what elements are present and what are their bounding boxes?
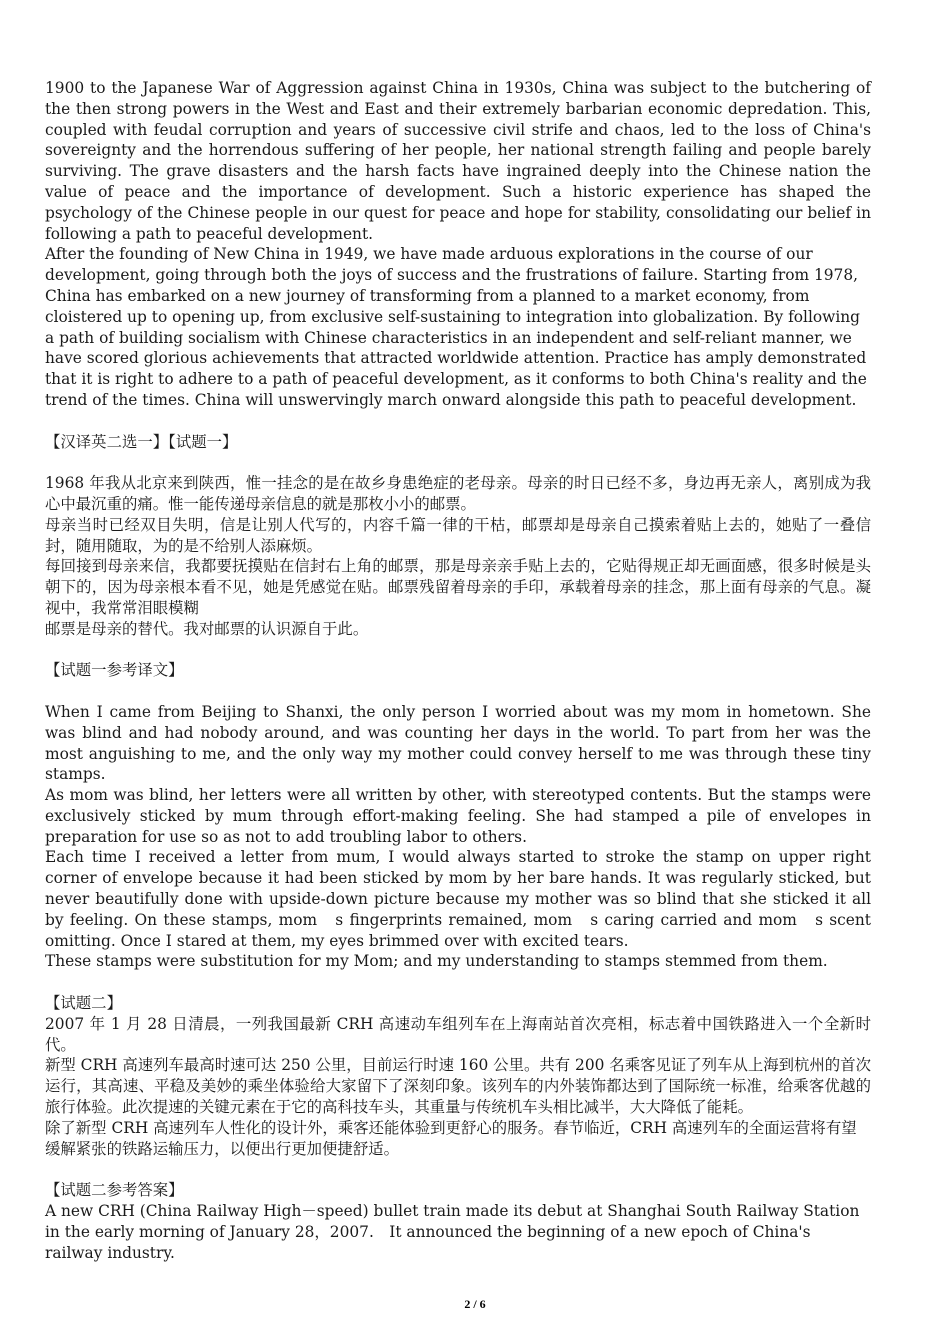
translation-paragraph: When I came from Beijing to Shanxi, the only person I worried about was my mom in hometown. She was blind and had nobody around, and was counting her days in the world. To part from her was the most anguishing to me, and the only way my mother could convey herself to me was through these tiny stamps.: [45, 702, 871, 784]
essay-paragraph: 1900 to the Japanese War of Aggression against China in 1930s, China was subject to the butchering of the then strong powers in the West and East and their extremely barbarian economic depredation. This, coupled with feudal corruption and years of successive civil strife and chaos, led to the loss of China's sovereignty and the horrendous suffering of her people, her national strength failing and people barely surviving. The grave disasters and the harsh facts have ingrained deeply into the Chinese nation the value of peace and the importance of development. Such a historic experience has shaped the psychology of the Chinese people in our quest for peace and hope for stability, consolidating our belief in following a path to peaceful development.: [45, 79, 871, 243]
document-page: [45, 78, 871, 1263]
chinese-paragraph: 新型 CRH 高速列车最高时速可达 250 公里，目前运行时速 160 公里。共有 200 名乘客见证了列车从上海到杭州的首次运行，其高速、平稳及美妙的乘坐体验给大家留下了深刻印象。该列车的内外装饰都达到了国际统一标准，给乘客优越的旅行体验。此次提速的关键元素在于它的高科技车头，其重量与传统机车头相比减半，大大降低了能耗。: [45, 1056, 871, 1117]
answer-one-heading: 【试题一参考译文】: [45, 661, 184, 680]
chinese-paragraph: 邮票是母亲的替代。我对邮票的认识源自于此。: [45, 619, 369, 638]
essay-paragraph: After the founding of New China in 1949, we have made arduous explorations in the course of our development, going through both the joys of success and the frustrations of failure. Starting from 1978, China has embarked on a new journey of transforming from a planned to a market economy, from cloistered up to opening up, from exclusive self-sustaining to integration into globalization. By following a path of building socialism with Chinese characteristics in an independent and self-reliant manner, we have scored glorious achievements that attracted worldwide attention. Practice has amply demonstrated that it is right to adhere to a path of peaceful development, as it conforms to both China's reality and the trend of the times. China will unswervingly march onward alongside this path to peaceful development.: [45, 245, 867, 409]
essay-section: [45, 78, 871, 411]
question-one-heading: 【汉译英二选一】【试题一】: [45, 432, 238, 451]
translation-paragraph: These stamps were substitution for my Mom; and my understanding to stamps stemmed from them.: [45, 952, 828, 971]
chinese-paragraph: 2007 年 1 月 28 日清晨，一列我国最新 CRH 高速动车组列车在上海南站首次亮相，标志着中国铁路进入一个全新时代。: [45, 1014, 871, 1054]
answer-one-text: [45, 702, 871, 972]
answer-two-heading: 【试题二参考答案】: [45, 1181, 184, 1200]
chinese-paragraph: 除了新型 CRH 高速列车人性化的设计外，乘客还能体验到更舒心的服务。春节临近，CRH 高速列车的全面运营将有望缓解紧张的铁路运输压力，以便出行更加便捷舒适。: [45, 1118, 857, 1158]
translation-paragraph: Each time I received a letter from mum, I would always started to stroke the stamp on upper right corner of envelope because it had been sticked by mom by her bare hands. It was regularly sticked, but never beautifully done with upside-down picture because my mother was so blind that she sticked it all by feeling. On these stamps, mom s fingerprints remained, mom s caring carried and mom s scent omitting. Once I stared at them, my eyes brimmed over with excited tears.: [45, 848, 871, 950]
translation-paragraph: A new CRH (China Railway High－speed) bullet train made its debut at Shanghai South Railway Station in the early morning of January 28，2007. It announced the beginning of a new epoch of China's railway industry.: [45, 1202, 860, 1262]
question-two-heading: 【试题二】: [45, 994, 122, 1013]
answer-two-text: [45, 1201, 871, 1263]
question-two-text: [45, 1014, 871, 1160]
question-one-text: [45, 473, 871, 639]
page-number: 2 / 6: [464, 1297, 486, 1311]
chinese-paragraph: 每回接到母亲来信，我都要抚摸贴在信封右上角的邮票，那是母亲亲手贴上去的，它贴得规正却无画面感，很多时候是头朝下的，因为母亲根本看不见，她是凭感觉在贴。邮票残留着母亲的手印，承载着母亲的挂念，那上面有母亲的气息。凝视中，我常常泪眼模糊: [45, 557, 871, 617]
chinese-paragraph: 1968 年我从北京来到陕西，惟一挂念的是在故乡身患绝症的老母亲。母亲的时日已经不多，身边再无亲人，离别成为我心中最沉重的痛。惟一能传递母亲信息的就是那枚小小的邮票。: [45, 474, 871, 513]
translation-paragraph: As mom was blind, her letters were all written by other, with stereotyped contents. But the stamps were exclusively sticked by mum through effort-making feeling. She had stamped a pile of envelopes in preparation for use so as not to add troubling labor to others.: [45, 786, 871, 846]
chinese-paragraph: 母亲当时已经双目失明，信是让别人代写的，内容千篇一律的干枯，邮票却是母亲自己摸索着贴上去的，她贴了一叠信封，随用随取，为的是不给别人添麻烦。: [45, 515, 871, 555]
